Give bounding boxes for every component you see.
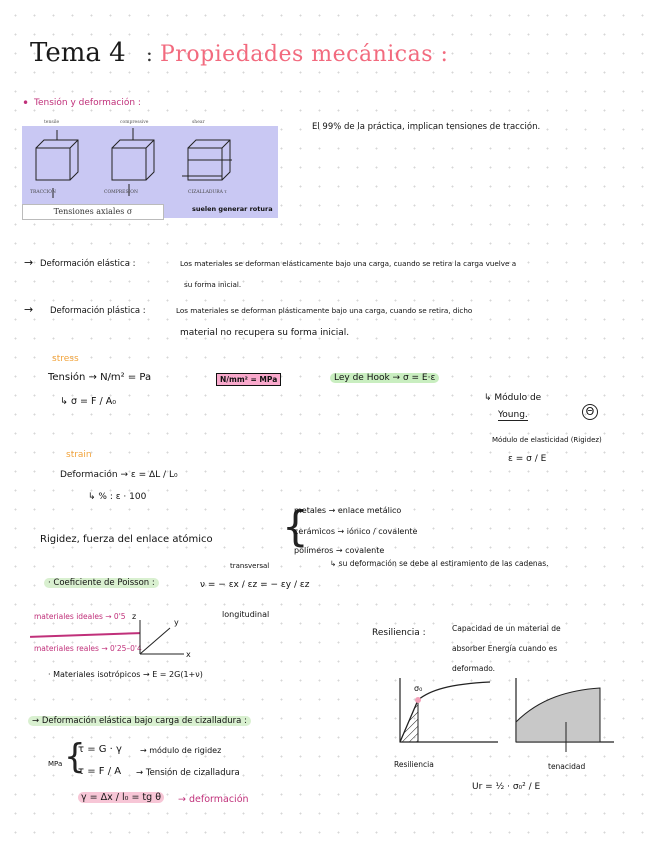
title-colon: : [146,42,153,66]
tensile-label: tensile [44,120,60,125]
poisson-formula: ν = − εx / εz = − εy / εz [200,580,310,590]
bullet: • [22,96,30,110]
shear-brace: { [64,737,86,777]
traction-note: El 99% de la práctica, implican tensiones de tracción. [312,122,541,132]
resilience-def-2: absorber Energía cuando es [452,644,558,653]
elastic-arrow: → [24,256,34,269]
strain-line-2: ↳ % : ε · 100 [88,492,147,502]
strain-tag: strain [66,450,92,460]
compresion-label: COMPRESION [104,190,138,195]
shear-eq-2: τ = F / A [78,766,122,777]
polymers-item: polímeros → covalente [294,546,385,555]
plastic-label: Deformación plástica : [50,306,146,316]
stress-line-1: Tensión → N/m² = Pa [48,372,152,383]
stress-line-2: ↳ σ = F / A₀ [60,396,117,407]
elastic-text-2: su forma inicial. [184,280,242,289]
shear-label: shear [192,120,205,125]
sigma0-label: σ₀ [414,684,423,693]
young-1: ↳ Módulo de [484,393,542,403]
poisson-label: · Coeficiente de Poisson : [44,578,159,588]
axis-z: z [132,612,137,621]
resilience-label: Resiliencia : [372,628,426,638]
elastic-text-1: Los materiales se deforman elásticamente bajo una carga, cuando se retira la carga vuelve a [180,259,517,268]
stress-tag: stress [52,354,79,364]
metals-item: metales → enlace metálico [294,506,402,515]
shear-mpa: MPa [48,760,63,768]
compressive-label: compressive [120,120,149,125]
plastic-text-2: material no recupera su forma inicial. [180,328,350,338]
figure-caption: Tensiones axiales σ [22,204,164,220]
tema-label: Tema 4 [30,38,126,68]
graph-resilience-label: Resiliencia [394,760,434,769]
strain-line-1: Deformación → ε = ΔL / L₀ [60,470,178,480]
shear-label: → Deformación elástica bajo carga de cizalladura : [28,716,251,726]
shear-eq-3: γ = Δx / l₀ = tg θ [78,792,164,803]
cube-diagrams [22,126,278,206]
isotropic-materials: · Materiales isotrópicos → E = 2G(1+ν) [48,670,203,679]
graph-tenacity-label: tenacidad [548,762,586,771]
rigidez-label: Rigidez, fuerza del enlace atómico [40,534,213,545]
elastic-label: Deformación elástica : [40,259,136,269]
young-2: Young. [498,410,528,420]
magenta-divider [30,632,140,637]
axis-y: y [174,618,179,627]
shear-eq-1: τ = G · γ [78,744,122,755]
unit-box: N/mm² = MPa [216,373,281,386]
resilience-formula: Ur = ½ · σ₀² / E [472,782,541,792]
traccion-label: TRACCION [30,190,56,195]
shear-eq-3-note: → deformación [178,794,249,805]
section-heading: Tensión y deformación : [34,98,141,108]
axes-diagram [130,614,190,658]
polymer-note: ↳ su deformación se debe al estiramiento de las cadenas. [330,559,549,568]
rigidity-label: Módulo de elasticidad (Rigidez) [492,436,602,444]
epsilon-formula: ε = σ / E [508,454,547,464]
brace: { [282,502,309,551]
resilience-def-3: deformado. [452,664,496,673]
side-note: suelen generar rotura [192,205,273,213]
shear-eq-2-note: → Tensión de cizalladura [136,768,240,778]
shear-eq-1-note: → módulo de rigidez [140,746,222,755]
plastic-arrow: → [24,303,34,316]
hooke-law: Ley de Hook → σ = E·ε [330,373,439,383]
resilience-def-1: Capacidad de un material de [452,624,561,633]
axis-x: x [186,650,191,659]
plastic-text-1: Los materiales se deforman plásticamente bajo una carga, cuando se retira, dicho [176,306,473,315]
longitudinal-label: longitudinal [222,610,270,619]
resilience-graphs [390,676,620,758]
ceramics-item: cerámicos → iónico / covalente [294,527,418,536]
transversal-label: transversal [230,562,270,570]
circle-mark: Θ [582,404,598,420]
real-materials: materiales reales → 0'25–0'4 [34,644,142,653]
ideal-materials: materiales ideales → 0'5 [34,612,126,621]
page-title: Propiedades mecánicas : [160,42,449,67]
cizalladura-label: CIZALLADURA τ [188,190,227,195]
